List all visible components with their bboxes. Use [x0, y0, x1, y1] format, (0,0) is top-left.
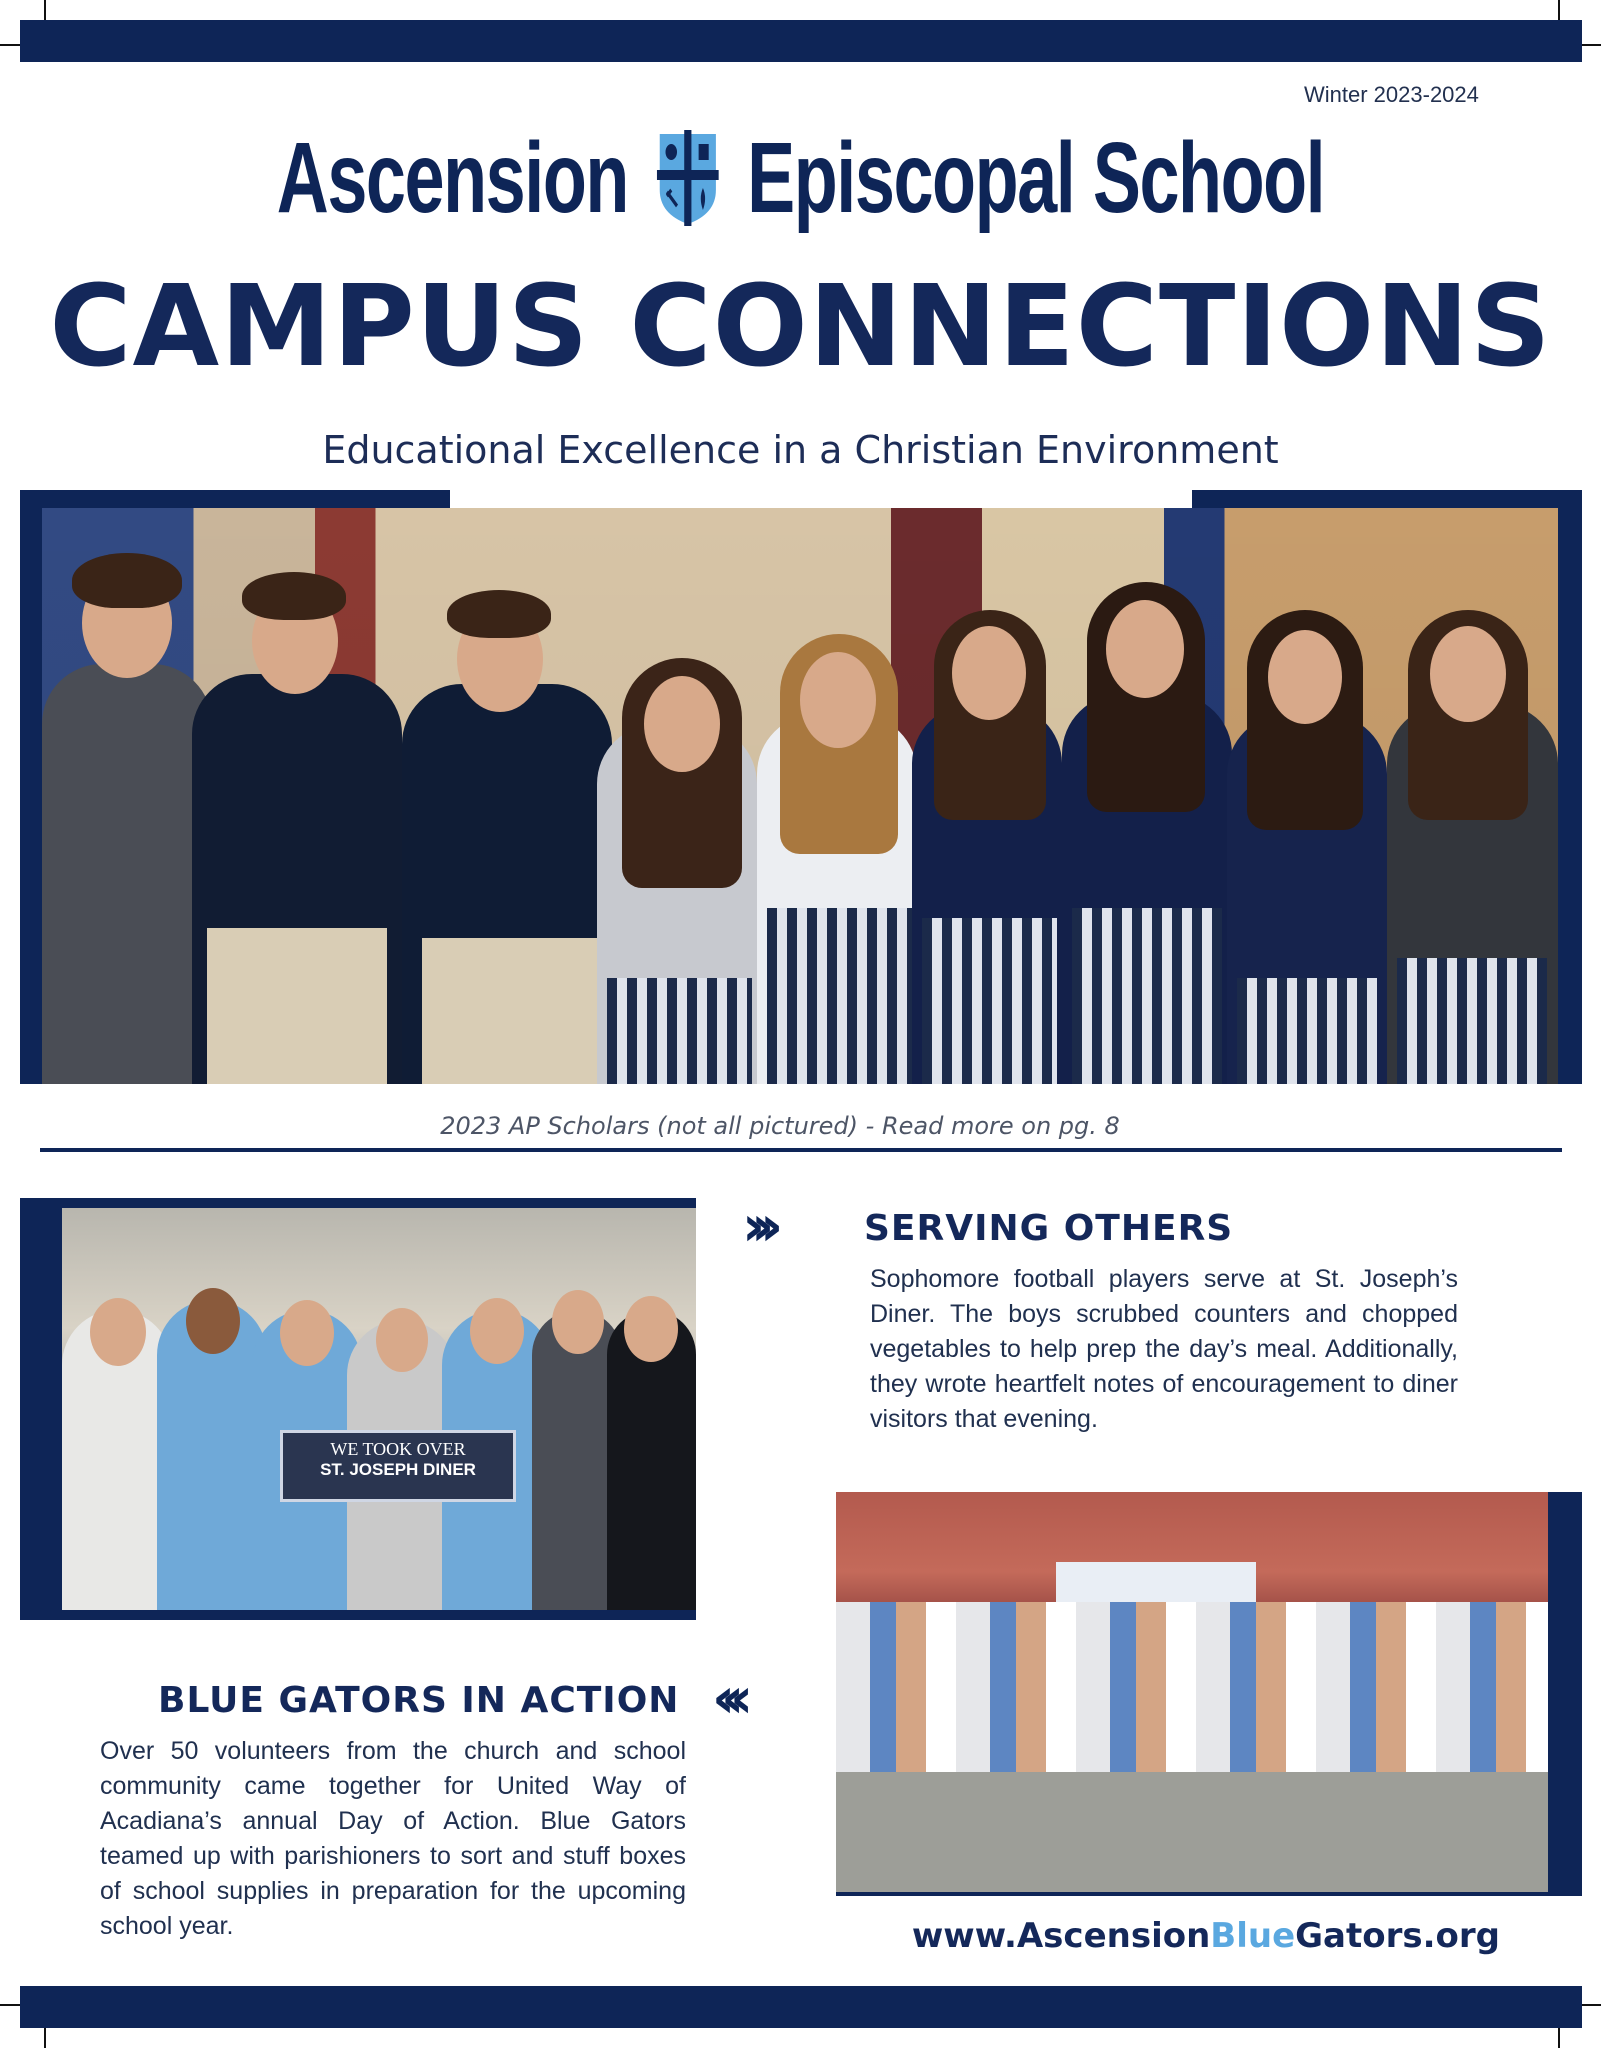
- action-title: BLUE GATORS IN ACTION: [158, 1680, 680, 1721]
- website-part2: Blue: [1210, 1916, 1296, 1956]
- top-banner-bar: [20, 20, 1582, 62]
- website-link[interactable]: [0, 1916, 1500, 1956]
- action-photo: [836, 1492, 1548, 1892]
- crop-mark: [0, 44, 20, 46]
- bottom-banner-bar: [20, 1986, 1582, 2028]
- hero-photo: [42, 508, 1558, 1084]
- diner-sign-line2: ST. JOSEPH DINER: [320, 1460, 476, 1479]
- action-body: Over 50 volunteers from the church and school community came together for United Way of Acadiana’s annual Day of Action. Blue Gators teamed up with parishioners to sort and stuff boxes of school supplies in preparation for the upcoming school year.: [100, 1737, 686, 1940]
- chevron-left-icon: ‹‹‹: [712, 1666, 740, 1731]
- issue-date: Winter 2023-2024: [1304, 82, 1479, 107]
- diner-sign-line1: WE TOOK OVER: [330, 1439, 466, 1459]
- school-name-right: Episcopal School: [747, 121, 1325, 234]
- crop-mark: [1581, 2004, 1601, 2006]
- crop-mark: [44, 2028, 46, 2048]
- website-part3: Gators.org: [1295, 1916, 1500, 1956]
- website-part1: www.Ascension: [911, 1916, 1211, 1956]
- crop-mark: [1558, 0, 1560, 20]
- crop-mark: [1581, 44, 1601, 46]
- tagline: Educational Excellence in a Christian Environment: [322, 428, 1279, 472]
- newsletter-title: CAMPUS CONNECTIONS: [49, 262, 1552, 392]
- crop-mark: [0, 2004, 20, 2006]
- serving-body: Sophomore football players serve at St. Joseph’s Diner. The boys scrubbed counters and chopped vegetables to help prep the day’s meal. Additionally, they wrote heartfelt notes of encouragement to diner visitors that evening.: [870, 1265, 1458, 1433]
- crest-icon: [657, 130, 719, 226]
- chevron-right-icon: ›››: [742, 1194, 770, 1259]
- divider-rule: [40, 1148, 1562, 1152]
- crop-mark: [44, 0, 46, 20]
- school-name-left: Ascension: [276, 121, 628, 234]
- school-logo: [224, 110, 1377, 238]
- hero-caption: 2023 AP Scholars (not all pictured) - Read more on pg. 8: [440, 1112, 1120, 1140]
- diner-photo: [62, 1208, 696, 1610]
- diner-sign: [280, 1430, 516, 1502]
- crop-mark: [1558, 2028, 1560, 2048]
- serving-title: SERVING OTHERS: [864, 1208, 1234, 1249]
